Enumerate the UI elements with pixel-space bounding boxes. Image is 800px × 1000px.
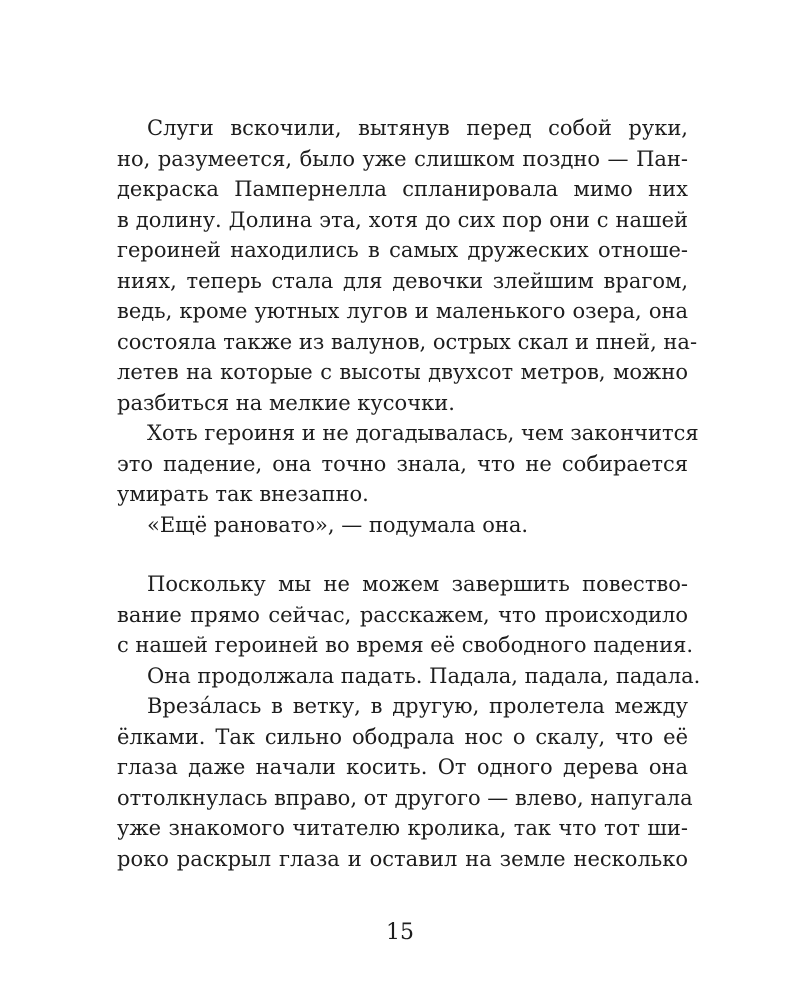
paragraph-line: вание прямо сейчас, расскажем, что происходило bbox=[117, 602, 688, 627]
paragraph-line: Она продолжала падать. Падала, падала, падала. bbox=[147, 663, 701, 688]
paragraph-line: в долину. Долина эта, хотя до сих пор они с нашей bbox=[117, 207, 688, 232]
paragraph-line: с нашей героиней во время её свободного падения. bbox=[117, 633, 694, 657]
text-section-1 bbox=[117, 113, 699, 540]
paragraph-line: Врезáлась в ветку, в другую, пролетела между bbox=[147, 694, 688, 718]
paragraph-line: ниях, теперь стала для девочки злейшим врагом, bbox=[117, 268, 688, 293]
paragraph-line: летев на которые с высоты двухсот метров, можно bbox=[117, 360, 688, 384]
paragraph-line: ёлками. Так сильно ободрала нос о скалу, что её bbox=[117, 724, 688, 749]
paragraph-line: Слуги вскочили, вытянув перед собой руки, bbox=[147, 116, 688, 140]
paragraph-line: героиней находились в самых дружеских отноше- bbox=[117, 238, 688, 262]
paragraph-line: состояла также из валунов, острых скал и пней, на- bbox=[117, 329, 698, 354]
paragraph-line: ведь, кроме уютных лугов и маленького озера, она bbox=[117, 299, 688, 323]
paragraph-line: разбиться на мелкие кусочки. bbox=[117, 390, 455, 415]
text-section-2 bbox=[117, 569, 701, 874]
paragraph-line: декраска Пампернелла спланировала мимо них bbox=[117, 177, 688, 201]
paragraph-line: но, разумеется, было уже слишком поздно — Пан- bbox=[117, 146, 688, 171]
paragraph-line: глаза даже начали косить. От одного дерева она bbox=[117, 755, 688, 779]
page-number: 15 bbox=[386, 920, 414, 945]
paragraph-line: оттолкнулась вправо, от другого — влево, напугала bbox=[117, 785, 693, 810]
paragraph-line: умирать так внезапно. bbox=[117, 482, 369, 506]
paragraph-line: Поскольку мы не можем завершить повество- bbox=[147, 572, 688, 596]
paragraph-line: Хоть героиня и не догадывалась, чем закончится bbox=[147, 421, 699, 445]
paragraph-line: «Ещё рановато», — подумала она. bbox=[147, 512, 529, 537]
paragraph-line: уже знакомого читателю кролика, так что тот ши- bbox=[117, 816, 688, 840]
paragraph-line: это падение, она точно знала, что не собирается bbox=[117, 451, 688, 476]
paragraph-line: роко раскрыл глаза и оставил на земле несколько bbox=[117, 846, 688, 871]
